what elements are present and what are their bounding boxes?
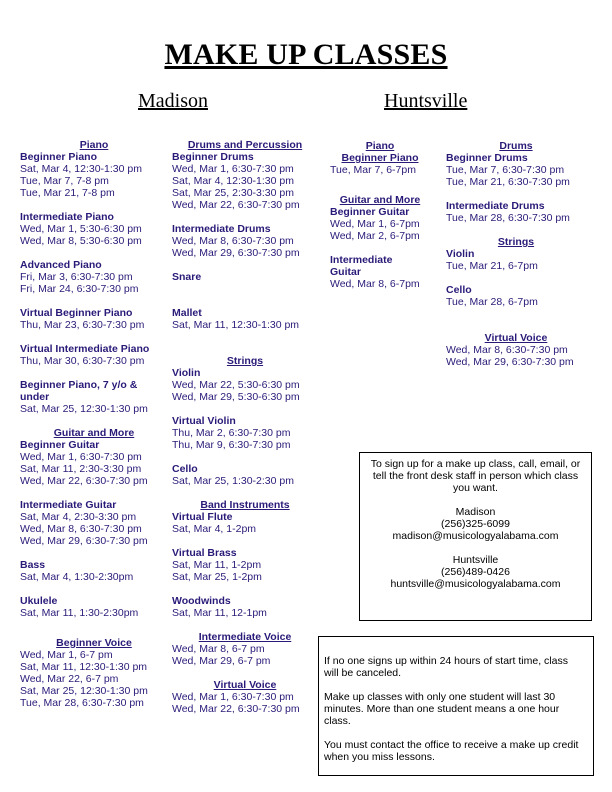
spacer: [330, 242, 430, 254]
huntsville-schedule-column-1: [330, 140, 430, 290]
class-name: Virtual Intermediate Piano: [20, 343, 150, 355]
madison-contact-name: Madison: [455, 506, 496, 518]
policy-duration: Make up classes with only one student will last 30 minutes. More than one student means a one hour class.: [324, 691, 560, 727]
spacer: [20, 367, 168, 379]
class-time: Wed, Mar 29, 5:30-6:30 pm: [172, 391, 300, 403]
class-time: Sat, Mar 11, 1:30-2:30pm: [20, 607, 139, 619]
section-heading: Piano: [365, 140, 395, 152]
class-name: Guitar: [330, 266, 361, 278]
class-time: Sat, Mar 4, 2:30-3:30 pm: [20, 511, 137, 523]
class-name: Intermediate Piano: [20, 211, 114, 223]
class-time: Fri, Mar 24, 6:30-7:30 pm: [20, 283, 139, 295]
class-time: Sat, Mar 25, 2:30-3:30 pm: [172, 187, 294, 199]
class-name: Beginner Guitar: [20, 439, 100, 451]
spacer: [172, 583, 318, 595]
spacer: [446, 308, 586, 320]
class-name: Mallet: [172, 307, 202, 319]
class-time: Wed, Mar 22, 5:30-6:30 pm: [172, 379, 300, 391]
spacer: [20, 583, 168, 595]
spacer: [172, 211, 318, 223]
class-time: Wed, Mar 8, 6:30-7:30 pm: [446, 344, 568, 356]
class-time: Sat, Mar 11, 12:30-1:30 pm: [20, 661, 148, 673]
class-time: Fri, Mar 3, 6:30-7:30 pm: [20, 271, 133, 283]
class-time: Wed, Mar 1, 6:30-7:30 pm: [172, 691, 294, 703]
class-time: Wed, Mar 1, 6:30-7:30 pm: [20, 451, 142, 463]
class-time: Tue, Mar 28, 6:30-7:30 pm: [446, 212, 570, 224]
class-time: Wed, Mar 1, 6:30-7:30 pm: [172, 163, 294, 175]
section-heading: Beginner Voice: [56, 637, 132, 649]
class-time: Wed, Mar 1, 6-7 pm: [20, 649, 113, 661]
madison-email: madison@musicologyalabama.com: [392, 530, 559, 542]
class-time: Sat, Mar 4, 1-2pm: [172, 523, 257, 535]
class-time: Sat, Mar 25, 12:30-1:30 pm: [20, 403, 148, 415]
location-heading-madison: Madison: [138, 90, 208, 112]
madison-schedule-column-1: [20, 139, 168, 709]
spacer: [172, 283, 318, 295]
class-time: Tue, Mar 21, 6:30-7:30 pm: [446, 176, 570, 188]
class-time: Wed, Mar 29, 6:30-7:30 pm: [20, 535, 148, 547]
spacer: [446, 272, 586, 284]
class-time: Thu, Mar 23, 6:30-7:30 pm: [20, 319, 145, 331]
huntsville-email: huntsville@musicologyalabama.com: [390, 578, 561, 590]
madison-phone: (256)325-6099: [441, 518, 510, 530]
class-time: Tue, Mar 21, 7-8 pm: [20, 187, 115, 199]
section-heading: Virtual Voice: [484, 332, 548, 344]
class-name: Bass: [20, 559, 46, 571]
spacer: [20, 247, 168, 259]
class-name: Beginner Drums: [446, 152, 528, 164]
class-name: Intermediate Drums: [172, 223, 271, 235]
class-name: Intermediate Guitar: [20, 499, 117, 511]
spacer: [172, 259, 318, 271]
class-name: Cello: [172, 463, 198, 475]
spacer: [330, 176, 430, 188]
signup-info-box: [359, 452, 592, 621]
class-time: Thu, Mar 30, 6:30-7:30 pm: [20, 355, 145, 367]
class-time: Wed, Mar 22, 6-7 pm: [20, 673, 119, 685]
location-heading-huntsville: Huntsville: [384, 90, 468, 112]
class-time: Sat, Mar 4, 12:30-1:30 pm: [20, 163, 142, 175]
class-time: Sat, Mar 4, 12:30-1:30 pm: [172, 175, 294, 187]
policy-notes-box: [318, 636, 594, 776]
class-time: Sat, Mar 11, 1-2pm: [172, 559, 262, 571]
class-time: Thu, Mar 9, 6:30-7:30 pm: [172, 439, 291, 451]
class-name: Virtual Violin: [172, 415, 236, 427]
class-time: Sat, Mar 4, 1:30-2:30pm: [20, 571, 134, 583]
class-time: Wed, Mar 22, 6:30-7:30 pm: [20, 475, 148, 487]
class-time: Wed, Mar 8, 6-7pm: [330, 278, 420, 290]
section-heading: Strings: [226, 355, 264, 367]
spacer: [446, 320, 586, 332]
class-time: Wed, Mar 29, 6:30-7:30 pm: [446, 356, 574, 368]
class-name: Beginner Piano, 7 y/o &: [20, 379, 138, 391]
section-heading: Piano: [79, 139, 109, 151]
class-time: Wed, Mar 8, 5:30-6:30 pm: [20, 235, 142, 247]
section-heading: Drums and Percussion: [187, 139, 303, 151]
huntsville-schedule-column-2: [446, 140, 586, 368]
class-name: Virtual Brass: [172, 547, 237, 559]
huntsville-contact-name: Huntsville: [452, 554, 499, 566]
class-name: Beginner Guitar: [330, 206, 410, 218]
class-time: Wed, Mar 8, 6:30-7:30 pm: [20, 523, 142, 535]
class-time: Thu, Mar 2, 6:30-7:30 pm: [172, 427, 291, 439]
section-heading: Guitar and More: [339, 194, 421, 206]
class-name: Cello: [446, 284, 472, 296]
spacer: [20, 331, 168, 343]
class-name: Virtual Flute: [172, 511, 233, 523]
section-heading: Virtual Voice: [213, 679, 277, 691]
class-name: Beginner Drums: [172, 151, 254, 163]
class-time: Wed, Mar 1, 6-7pm: [330, 218, 420, 230]
page-title: MAKE UP CLASSES: [164, 38, 448, 71]
spacer: [172, 619, 318, 631]
class-name: Ukulele: [20, 595, 58, 607]
spacer: [20, 199, 168, 211]
huntsville-phone: (256)489-0426: [441, 566, 510, 578]
class-time: Wed, Mar 22, 6:30-7:30 pm: [172, 703, 300, 715]
section-heading: Band Instruments: [200, 499, 290, 511]
spacer: [172, 343, 318, 355]
spacer: [172, 403, 318, 415]
class-time: Wed, Mar 1, 5:30-6:30 pm: [20, 223, 142, 235]
spacer: [172, 667, 318, 679]
section-heading: Strings: [497, 236, 535, 248]
class-time: Wed, Mar 2, 6-7pm: [330, 230, 420, 242]
spacer: [20, 415, 168, 427]
signup-intro: To sign up for a make up class, call, email, or tell the front desk staff in person which class you want.: [370, 458, 581, 494]
class-name: Violin: [172, 367, 201, 379]
spacer: [446, 224, 586, 236]
policy-credit: You must contact the office to receive a make up credit when you miss lessons.: [324, 739, 579, 763]
madison-schedule-column-2: [172, 139, 318, 715]
class-time: Tue, Mar 21, 6-7pm: [446, 260, 538, 272]
section-heading: Guitar and More: [53, 427, 135, 439]
class-time: Sat, Mar 25, 1:30-2:30 pm: [172, 475, 294, 487]
section-heading: Drums: [499, 140, 533, 152]
spacer: [20, 619, 168, 631]
class-time: Tue, Mar 7, 6:30-7:30 pm: [446, 164, 565, 176]
class-name: Snare: [172, 271, 202, 283]
class-name: Advanced Piano: [20, 259, 102, 271]
class-time: Wed, Mar 29, 6-7 pm: [172, 655, 271, 667]
class-name: Beginner Piano: [20, 151, 98, 163]
spacer: [20, 547, 168, 559]
spacer: [172, 451, 318, 463]
spacer: [172, 487, 318, 499]
section-heading: Intermediate Voice: [198, 631, 292, 643]
policy-cancellation: If no one signs up within 24 hours of start time, class will be canceled.: [324, 655, 568, 679]
spacer: [20, 295, 168, 307]
class-time: Wed, Mar 8, 6:30-7:30 pm: [172, 235, 294, 247]
class-time: Wed, Mar 8, 6-7 pm: [172, 643, 265, 655]
spacer: [172, 331, 318, 343]
class-time: Wed, Mar 22, 6:30-7:30 pm: [172, 199, 300, 211]
class-name: Intermediate: [330, 254, 393, 266]
spacer: [20, 487, 168, 499]
class-time: Tue, Mar 28, 6-7pm: [446, 296, 538, 308]
class-name: Violin: [446, 248, 475, 260]
class-name: Virtual Beginner Piano: [20, 307, 133, 319]
class-time: Wed, Mar 29, 6:30-7:30 pm: [172, 247, 300, 259]
spacer: [446, 188, 586, 200]
class-name: Intermediate Drums: [446, 200, 545, 212]
class-time: Tue, Mar 7, 6-7pm: [330, 164, 416, 176]
class-name: Woodwinds: [172, 595, 231, 607]
class-time: Tue, Mar 28, 6:30-7:30 pm: [20, 697, 144, 709]
class-name: under: [20, 391, 50, 403]
class-time: Sat, Mar 11, 12-1pm: [172, 607, 267, 619]
spacer: [172, 295, 318, 307]
class-time: Sat, Mar 25, 12:30-1:30 pm: [20, 685, 148, 697]
class-time: Sat, Mar 25, 1-2pm: [172, 571, 262, 583]
class-time: Tue, Mar 7, 7-8 pm: [20, 175, 109, 187]
spacer: [172, 535, 318, 547]
section-heading: Beginner Piano: [341, 152, 419, 164]
class-time: Sat, Mar 11, 2:30-3:30 pm: [20, 463, 142, 475]
class-time: Sat, Mar 11, 12:30-1:30 pm: [172, 319, 300, 331]
